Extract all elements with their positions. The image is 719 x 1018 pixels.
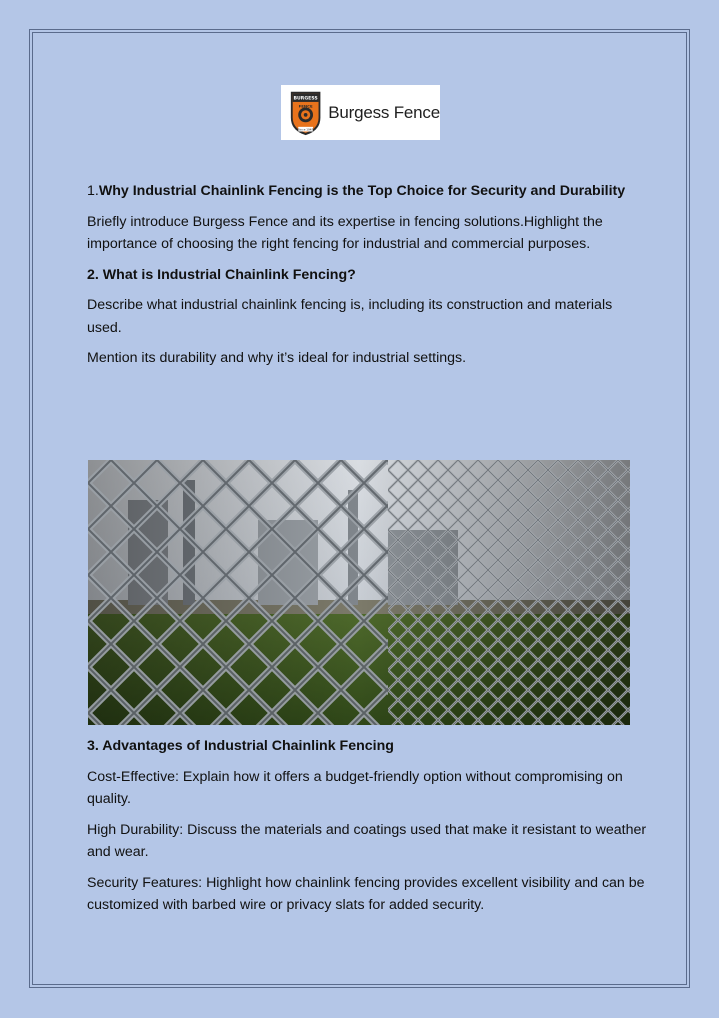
- section2-paragraph-1: Describe what industrial chainlink fencing is, including its construction and materials used.: [87, 297, 613, 336]
- section1-heading: Why Industrial Chainlink Fencing is the Top Choice for Security and Durability: [98, 183, 626, 199]
- section1-title: [87, 180, 647, 203]
- seal-top-text: BURGESS: [293, 96, 318, 102]
- section2-paragraph-2: Mention its durability and why it’s ideal for industrial settings.: [87, 350, 467, 366]
- section3-paragraph-3: Security Features: Highlight how chainlink fencing provides excellent visibility and can be customized with barbed wire or privacy slats for added security.: [87, 874, 645, 913]
- advantages-section: [87, 735, 647, 925]
- section1-body: Briefly introduce Burgess Fence and its expertise in fencing solutions.Highlight the importance of choosing the right fencing for industrial and commercial purposes.: [87, 213, 603, 252]
- chainlink-fence-photo: [88, 460, 630, 725]
- intro-content: [87, 180, 647, 378]
- section3-paragraph-1: Cost-Effective: Explain how it offers a budget-friendly option without compromising on quality.: [87, 768, 623, 807]
- logo-wordmark: Burgess Fence: [328, 102, 440, 122]
- shield-seal-icon: [289, 88, 322, 138]
- seal-since-text: Since 1945: [297, 127, 314, 132]
- seal-bottom-text: FENCE: [298, 102, 313, 108]
- section3-paragraph-2: High Durability: Discuss the materials and coatings used that make it resistant to weather and wear.: [87, 821, 647, 860]
- burgess-fence-logo: [281, 85, 440, 140]
- section1-number: 1.: [87, 183, 99, 199]
- section3-heading: 3. Advantages of Industrial Chainlink Fencing: [87, 738, 394, 754]
- section2-heading: 2. What is Industrial Chainlink Fencing?: [87, 266, 356, 283]
